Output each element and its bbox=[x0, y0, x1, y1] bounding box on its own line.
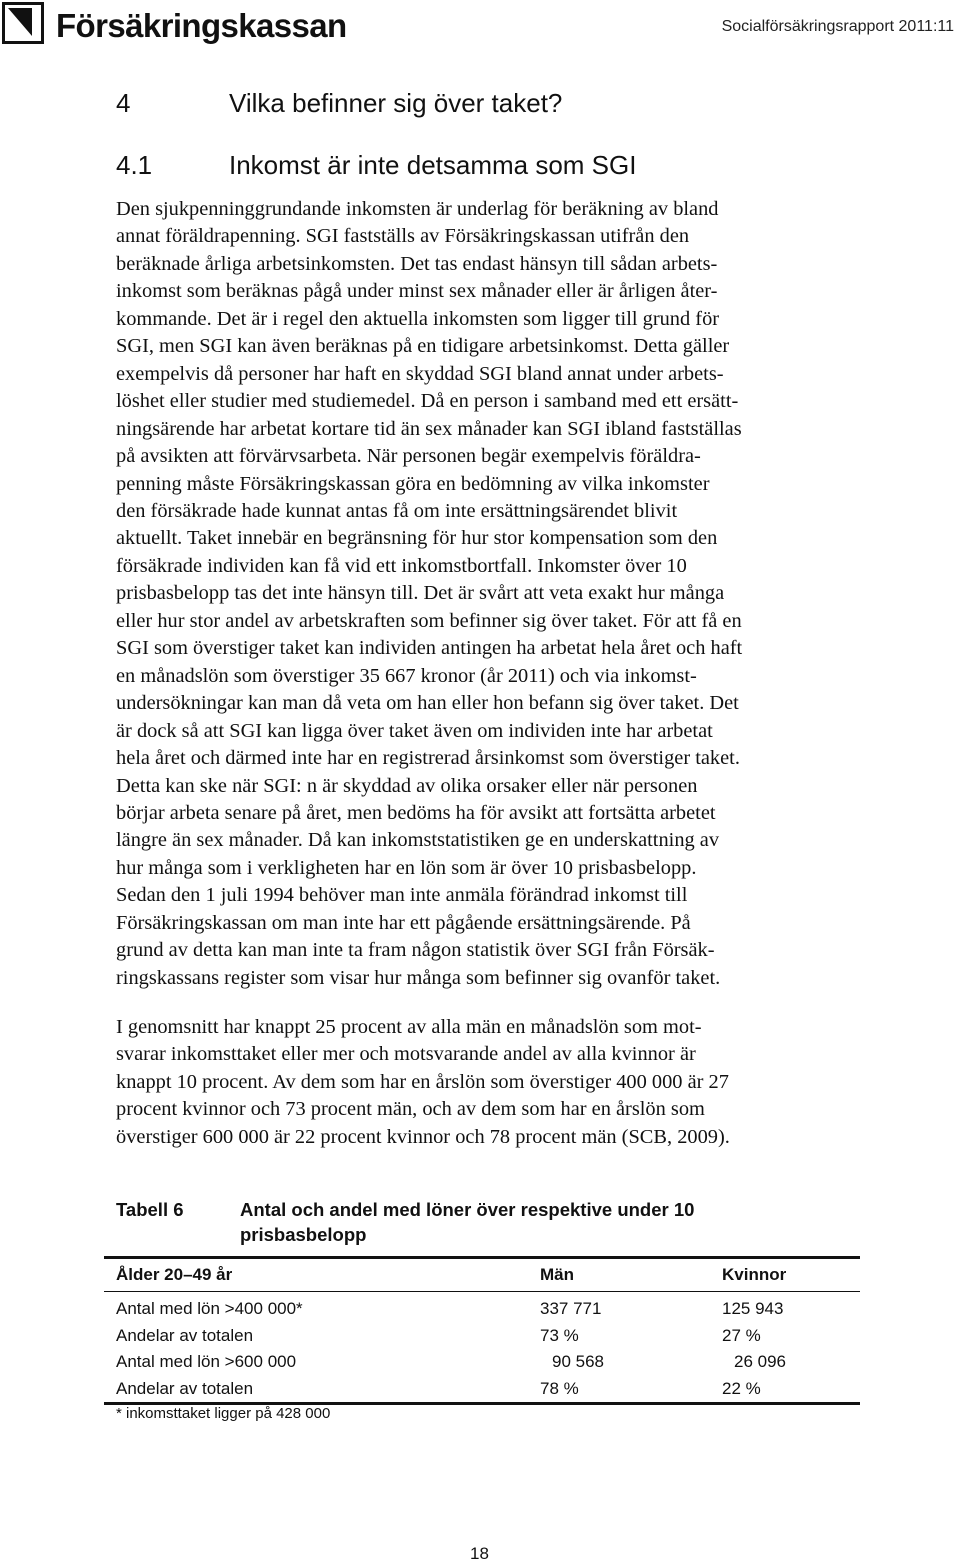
report-identifier: Socialförsäkringsrapport 2011:11 bbox=[721, 18, 954, 35]
section-title: Inkomst är inte detsamma som SGI bbox=[229, 150, 637, 180]
header-age: Ålder 20–49 år bbox=[116, 1265, 233, 1284]
women-value: 22 % bbox=[722, 1379, 761, 1399]
paragraph-line: hur många som i verkligheten har en lön som är över 10 prisbasbelopp. bbox=[116, 856, 697, 879]
row-label: Antal med lön >600 000 bbox=[116, 1352, 297, 1372]
paragraph-line: eller hur stor andel av arbetskraften som befinner sig över taket. För att få en bbox=[116, 609, 742, 632]
paragraph-line: Den sjukpenninggrundande inkomsten är underlag för beräkning av bland bbox=[116, 198, 719, 220]
men-value: 337 771 bbox=[540, 1299, 602, 1319]
row-label: Andelar av totalen bbox=[116, 1325, 254, 1345]
paragraph-line: SGI som överstiger taket kan individen antingen ha arbetat hela året och haft bbox=[116, 637, 743, 660]
paragraph-line: ringskassans register som visar hur många som befinner sig ovanför taket. bbox=[116, 966, 721, 989]
paragraph-line: Försäkringskassan om man inte har ett pågående ersättningsärende. På bbox=[116, 911, 691, 934]
men-value: 78 % bbox=[540, 1379, 579, 1399]
paragraph-line: penning måste Försäkringskassan göra en bedömning av vilka inkomster bbox=[116, 472, 710, 495]
paragraph-line: beräknade årliga arbetsinkomsten. Det tas endast hänsyn till sådan arbets- bbox=[116, 252, 718, 275]
header-women: Kvinnor bbox=[722, 1265, 787, 1284]
header-men: Män bbox=[540, 1265, 574, 1284]
chapter-title: Vilka befinner sig över taket? bbox=[229, 88, 563, 118]
paragraph-line: prisbasbelopp tas det inte hänsyn till. Det är svårt att veta exakt hur många bbox=[116, 582, 725, 605]
table-row bbox=[104, 1349, 860, 1376]
chapter-number: 4 bbox=[116, 88, 131, 118]
section-heading bbox=[116, 150, 636, 181]
men-value: 73 % bbox=[540, 1325, 579, 1345]
paragraph-line: Detta kan ske när SGI: n är skyddad av olika orsaker eller när personen bbox=[116, 774, 698, 797]
logo-text: Försäkringskassan bbox=[56, 7, 347, 44]
paragraph-line: hela året och därmed inte har en registrerad årsinkomst som överstiger taket. bbox=[116, 747, 740, 770]
table-row bbox=[104, 1292, 860, 1323]
women-value: 26 096 bbox=[734, 1352, 786, 1372]
paragraph-line: svarar inkomsttaket eller mer och motsvarande andel av alla kvinnor är bbox=[116, 1043, 696, 1066]
paragraph-line: exempelvis då personer har haft en skyddad SGI bland annat under arbets- bbox=[116, 362, 724, 385]
men-value: 90 568 bbox=[552, 1352, 604, 1372]
paragraph-line: procent kvinnor och 73 procent män, och av dem som har en årslön som bbox=[116, 1098, 705, 1121]
women-value: 125 943 bbox=[722, 1299, 784, 1319]
logo-mark-icon bbox=[2, 2, 44, 44]
body-paragraph-1 bbox=[116, 196, 742, 992]
paragraph-line: börjar arbeta senare på året, men bedöms ha för avsikt att fortsätta arbetet bbox=[116, 801, 716, 824]
paragraph-line: inkomst som beräknas pågå under minst sex månader eller är årligen åter- bbox=[116, 280, 718, 303]
page-number: 18 bbox=[470, 1544, 489, 1563]
paragraph-line: en månadslön som överstiger 35 667 kronor (år 2011) och via inkomst- bbox=[116, 664, 697, 687]
row-label: Antal med lön >400 000* bbox=[116, 1299, 303, 1319]
table-label: Tabell 6 bbox=[116, 1199, 184, 1220]
table-header-row bbox=[104, 1258, 860, 1292]
paragraph-line: I genomsnitt har knappt 25 procent av alla män en månadslön som mot- bbox=[116, 1016, 702, 1038]
table-row bbox=[104, 1323, 860, 1350]
women-value: 27 % bbox=[722, 1325, 761, 1345]
paragraph-line: grund av detta kan man inte ta fram någon statistik över SGI från Försäk- bbox=[116, 939, 715, 962]
paragraph-line: annat föräldrapenning. SGI fastställs av Försäkringskassan utifrån den bbox=[116, 225, 690, 248]
paragraph-line: kommande. Det är i regel den aktuella inkomsten som ligger till grund för bbox=[116, 307, 720, 330]
salary-table bbox=[104, 1256, 860, 1405]
table-title: Antal och andel med löner över respektive under 10 prisbasbelopp bbox=[240, 1199, 695, 1245]
section-number: 4.1 bbox=[116, 150, 153, 180]
paragraph-line: på avsikten att förvärvsarbeta. När personen begär exempelvis föräldra- bbox=[116, 445, 701, 468]
paragraph-line: SGI, men SGI kan även beräknas på en tidigare arbetsinkomst. Detta gäller bbox=[116, 335, 730, 358]
paragraph-line: knappt 10 procent. Av dem som har en årslön som överstiger 400 000 är 27 bbox=[116, 1070, 729, 1093]
table-row bbox=[104, 1376, 860, 1404]
paragraph-line: aktuellt. Taket innebär en begränsning för hur stor kompensation som den bbox=[116, 527, 718, 550]
paragraph-line: längre än sex månader. Då kan inkomststatistiken ge en underskattning av bbox=[116, 829, 720, 852]
paragraph-line: är dock så att SGI kan ligga över taket även om individen inte har arbetat bbox=[116, 719, 713, 742]
paragraph-line: Sedan den 1 juli 1994 behöver man inte anmäla förändrad inkomst till bbox=[116, 884, 688, 907]
paragraph-line: försäkrade individen kan få vid ett inkomstbortfall. Inkomster över 10 bbox=[116, 554, 687, 577]
paragraph-line: undersökningar kan man då veta om han eller hon befann sig över taket. Det bbox=[116, 692, 739, 715]
paragraph-line: den försäkrade hade kunnat antas få om inte ersättningsärendet blivit bbox=[116, 499, 678, 522]
paragraph-line: överstiger 600 000 är 22 procent kvinnor och 78 procent män (SCB, 2009). bbox=[116, 1125, 730, 1148]
row-label: Andelar av totalen bbox=[116, 1379, 254, 1399]
paragraph-line: ningsärende har arbetat kortare tid än sex månader kan SGI ibland fastställas bbox=[116, 417, 742, 440]
table-footnote: * inkomsttaket ligger på 428 000 bbox=[116, 1405, 331, 1422]
body-paragraph-2 bbox=[116, 1014, 730, 1151]
paragraph-line: löshet eller studier med studiemedel. Då en person i samband med ett ersätt- bbox=[116, 390, 739, 413]
forsakringskassan-logo bbox=[2, 2, 347, 50]
chapter-heading bbox=[116, 88, 562, 119]
